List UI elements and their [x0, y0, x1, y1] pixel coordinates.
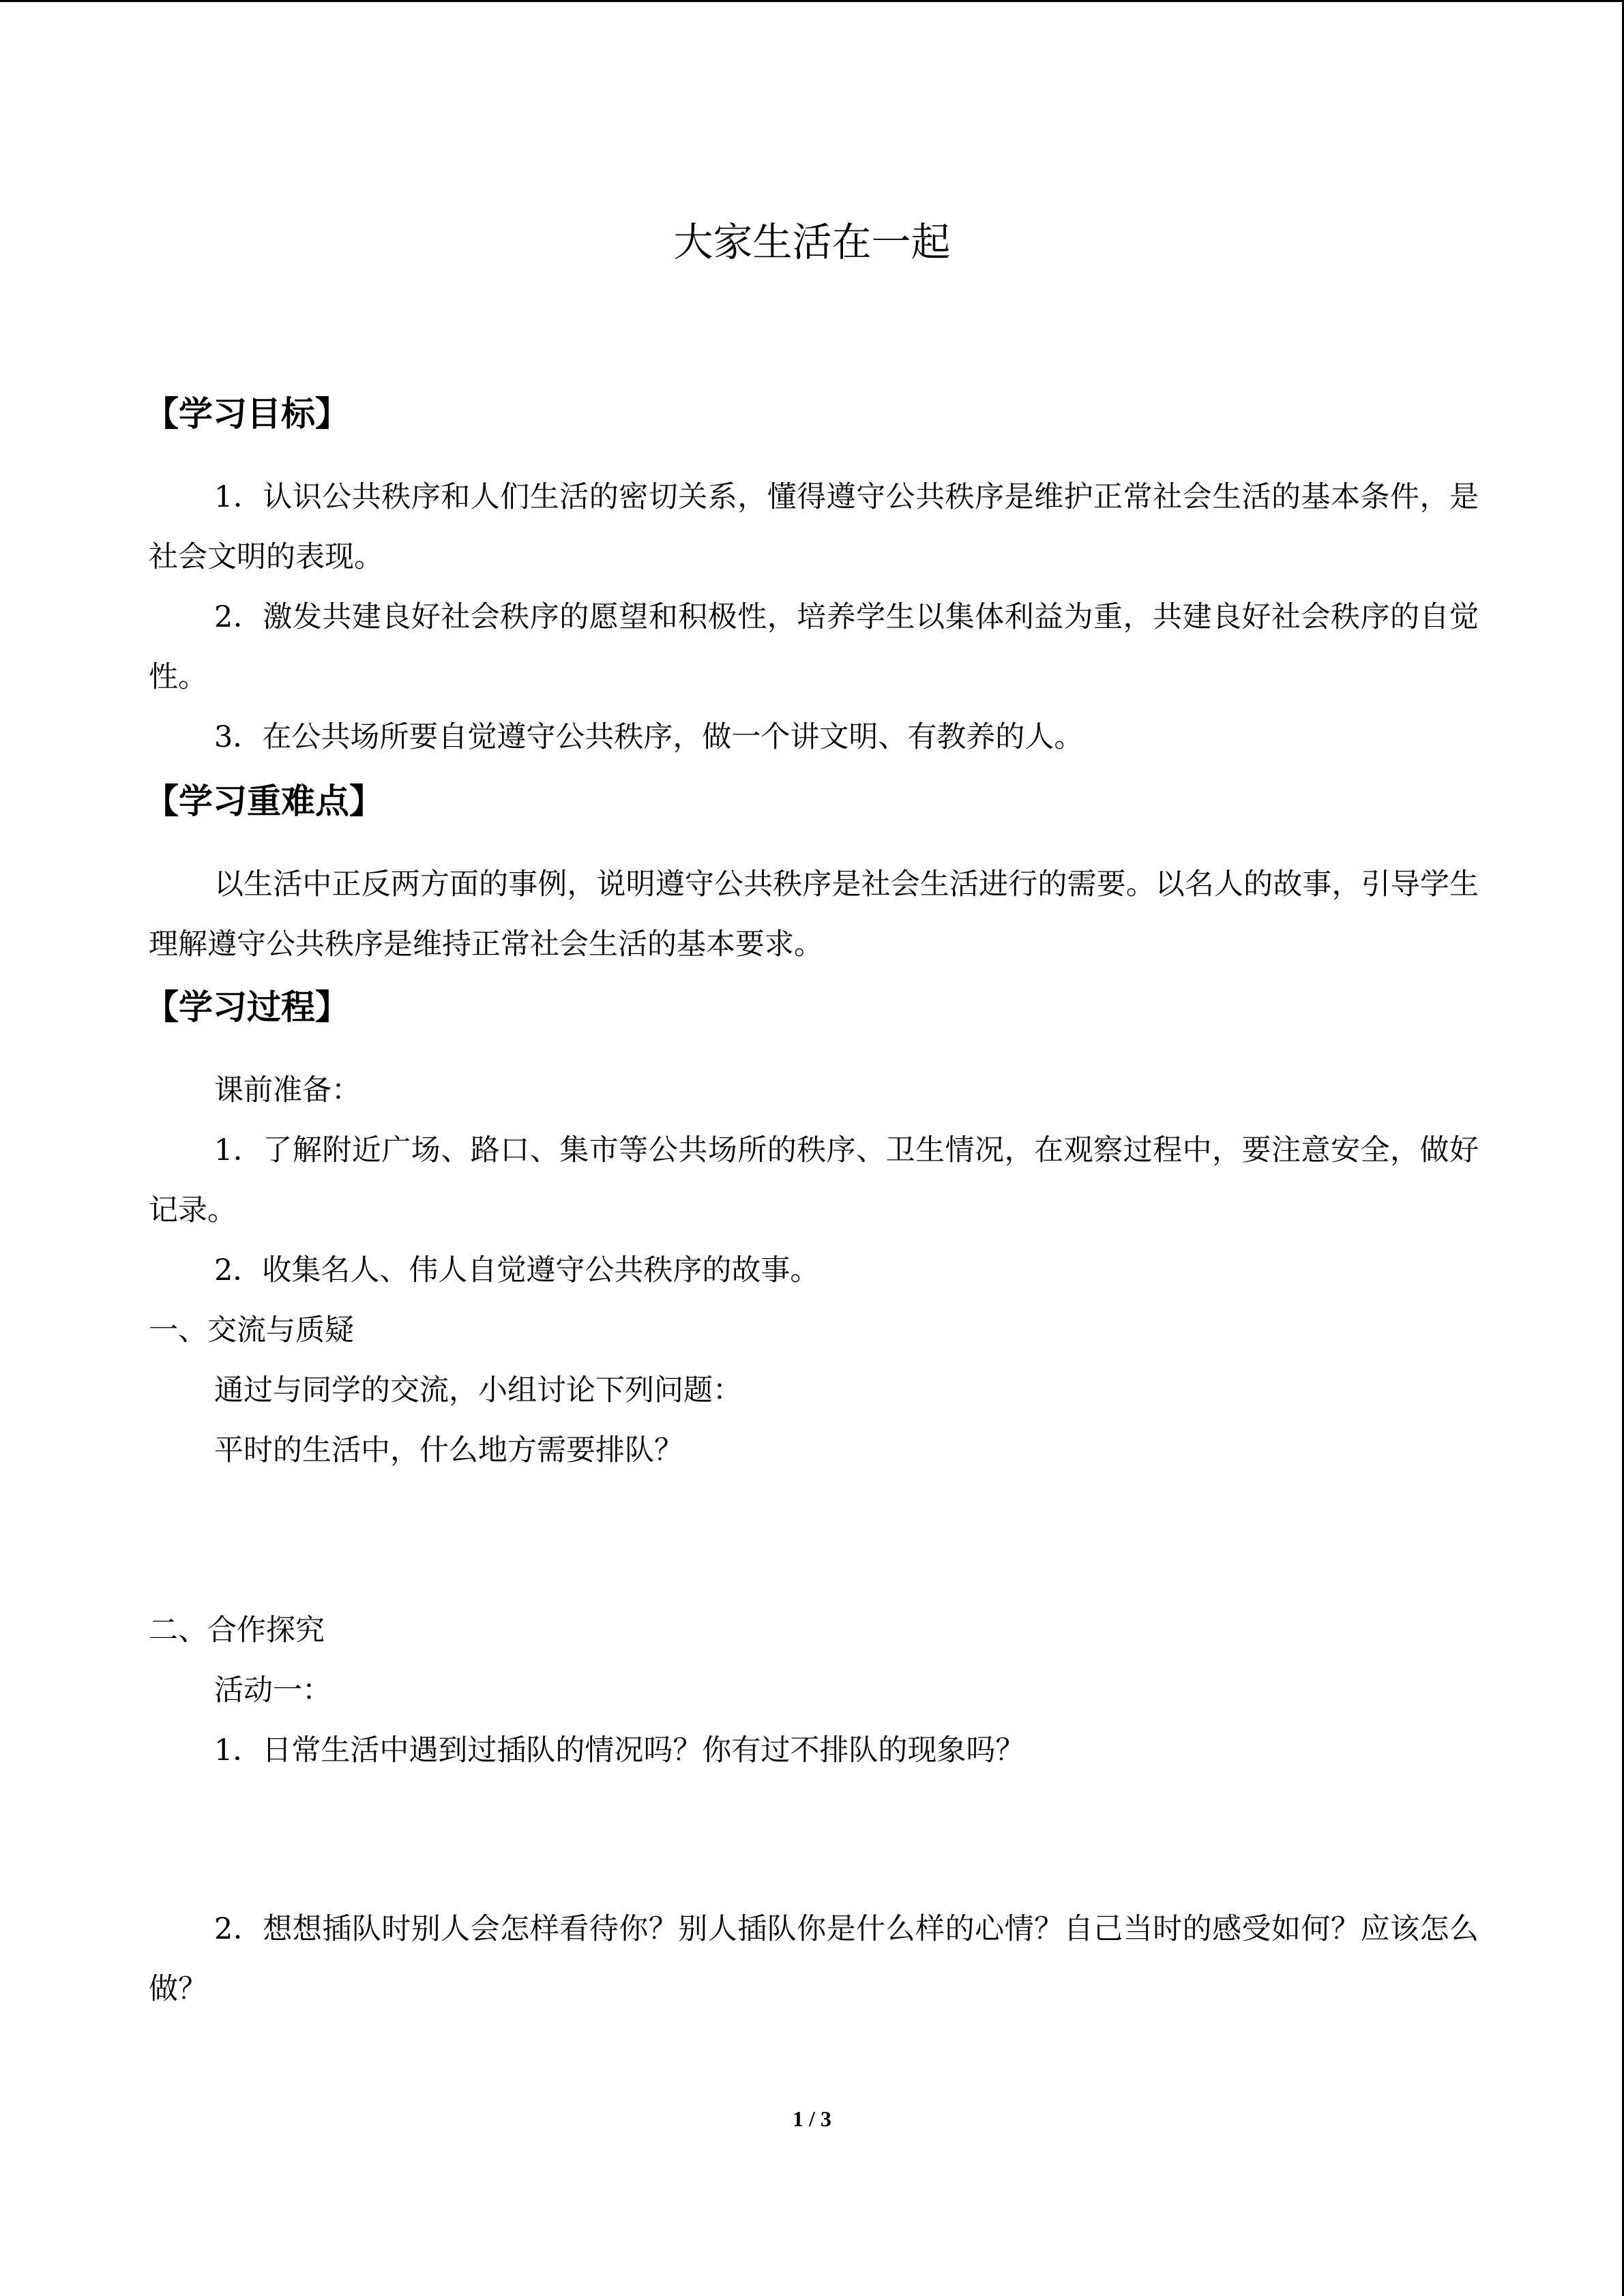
section-heading-process: 【学习过程】	[145, 987, 349, 1027]
section-heading-key-points: 【学习重难点】	[145, 781, 383, 821]
objective-item-3: 3．在公共场所要自觉遵守公共秩序，做一个讲文明、有教养的人。	[214, 720, 1084, 754]
activity-question-1: 1．日常生活中遇到过插队的情况吗？你有过不排队的现象吗？	[214, 1733, 1025, 1768]
activity-label: 活动一：	[214, 1673, 331, 1708]
part2-heading: 二、合作探究	[149, 1613, 325, 1648]
page-title: 大家生活在一起	[673, 219, 951, 265]
prep-item-2: 2．收集名人、伟人自觉遵守公共秩序的故事。	[214, 1253, 820, 1287]
objective-item-2: 2．激发共建良好社会秩序的愿望和积极性，培养学生以集体利益为重，共建良好社会秩序的自觉性。	[149, 600, 1479, 694]
part1-intro: 通过与同学的交流，小组讨论下列问题：	[214, 1373, 742, 1407]
part1-question: 平时的生活中，什么地方需要排队？	[214, 1433, 683, 1467]
key-points-text: 以生活中正反两方面的事例，说明遵守公共秩序是社会生活进行的需要。以名人的故事，引导学生理解遵守公共秩序是维持正常社会生活的基本要求。	[149, 867, 1479, 961]
section-heading-objectives: 【学习目标】	[145, 394, 349, 434]
part1-heading: 一、交流与质疑	[149, 1313, 354, 1347]
objective-item-1: 1．认识公共秩序和人们生活的密切关系，懂得遵守公共秩序是维护正常社会生活的基本条件，是社会文明的表现。	[149, 480, 1479, 574]
prep-label: 课前准备：	[214, 1073, 361, 1107]
page-number: 1 / 3	[793, 2106, 831, 2131]
activity-question-2: 2．想想插队时别人会怎样看待你？别人插队你是什么样的心情？自己当时的感受如何？应该怎么做？	[149, 1912, 1479, 2006]
prep-item-1: 1．了解附近广场、路口、集市等公共场所的秩序、卫生情况，在观察过程中，要注意安全，做好记录。	[149, 1133, 1479, 1227]
